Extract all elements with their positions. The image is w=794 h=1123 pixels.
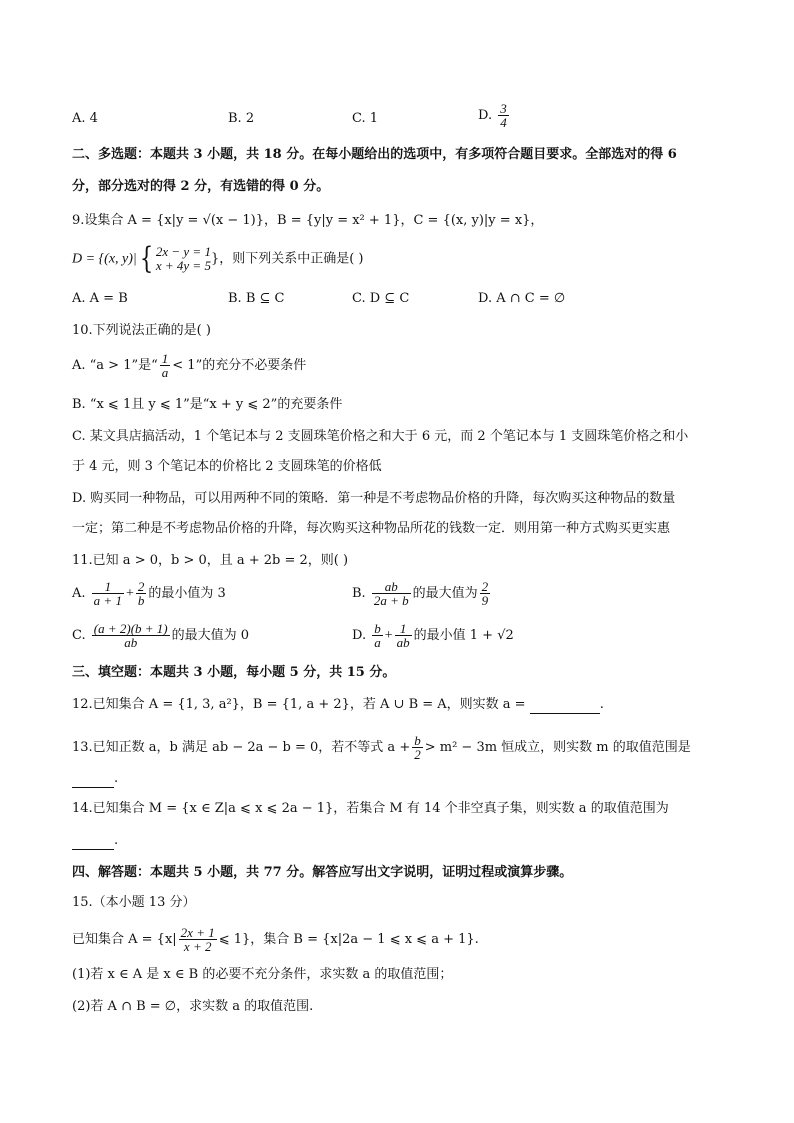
q9-option-c: C. D ⊆ C — [352, 291, 410, 306]
q11-option-a: A. $\frac{1}{a + 1}$ + $\frac{2}{b}$ 的最小值为 3 — [72, 579, 226, 608]
q11-option-d-fraction1: $\frac{b}{a}$ — [374, 621, 381, 650]
q8-option-d-fraction: $\frac{3}{4}$ — [500, 101, 507, 130]
q12-answer-blank — [530, 699, 600, 714]
q11-option-a-fraction1: $\frac{1}{a + 1}$ — [93, 579, 122, 608]
q11-option-b: B. $\frac{ab}{2a + b}$ 的最大值为 $\frac{2}{9}$ — [352, 579, 489, 608]
q10-option-b: B. “x ⩽ 1且 y ⩽ 1”是“x + y ⩽ 2”的充要条件 — [72, 397, 343, 412]
q15-fraction: $\frac{2x + 1}{x + 2}$ — [180, 925, 215, 954]
q10-option-a-fraction: $\frac{1}{a}$ — [161, 351, 169, 380]
q8-option-a: A. 4 — [72, 111, 98, 126]
q11-option-b-value: $\frac{2}{9}$ — [481, 579, 489, 608]
q11-stem: 11.已知 a > 0，b > 0，且 a + 2b = 2，则( ) — [72, 553, 349, 568]
q8-option-b: B. 2 — [228, 111, 255, 126]
q11-option-c: C. $\frac{(a + 2)(b + 1)}{ab}$ 的最大值为 0 — [72, 621, 250, 650]
section2-heading-cont: 分，部分选对的得 2 分，有选错的得 0 分。 — [72, 179, 330, 194]
section2-heading: 二、多选题：本题共 3 小题，共 18 分。在每小题给出的选项中，有多项符合题目要求。全部选对的得 6 — [72, 147, 677, 162]
q14-answer-line: . — [72, 832, 118, 850]
q11-option-d: D. $\frac{b}{a}$ + $\frac{1}{ab}$ 的最小值 1 + √2 — [352, 621, 514, 650]
q9-option-d: D. A ∩ C = ∅ — [478, 291, 566, 306]
q13-stem: 13.已知正数 a，b 满足 ab − 2a − b = 0，若不等式 a + $\frac{b}{2}$ > m² − 3m 恒成立，则实数 m 的取值范围是 — [72, 733, 691, 762]
q14-answer-blank — [72, 835, 114, 850]
q9-option-b: B. B ⊆ C — [228, 291, 285, 306]
q9-option-a: A. A = B — [72, 291, 128, 306]
section3-heading: 三、填空题：本题共 3 小题，每小题 5 分，共 15 分。 — [72, 665, 396, 680]
q11-option-d-fraction2: $\frac{1}{ab}$ — [396, 621, 410, 650]
q15-part1: (1)若 x ∈ A 是 x ∈ B 的必要不充分条件，求实数 a 的取值范围； — [72, 967, 453, 982]
q10-option-d-line2: 一定；第二种是不考虑物品价格的升降，每次购买这种物品所花的钱数一定．则用第一种方式购买更实惠 — [72, 521, 671, 536]
q9-equation-system: { 2x − y = 1 x + 4y = 5 — [139, 241, 211, 276]
q14-stem: 14.已知集合 M = {x ∈ Z|a ⩽ x ⩽ 2a − 1}，若集合 M 有 14 个非空真子集，则实数 a 的取值范围为 — [72, 801, 669, 816]
q10-option-d-line1: D. 购买同一种物品，可以用两种不同的策略．第一种是不考虑物品价格的升降，每次购买这种物品的数量 — [72, 491, 676, 506]
q11-option-b-fraction: $\frac{ab}{2a + b}$ — [373, 579, 409, 608]
q9-stem-line1: 9.设集合 A = {x|y = √(x − 1)}，B = {y|y = x² + 1}，C = {(x, y)|y = x}， — [72, 213, 544, 228]
q12-stem: 12.已知集合 A = {1, 3, a²}，B = {1, a + 2}，若 A ∪ B = A，则实数 a = . — [72, 697, 604, 712]
q9-stem-line2: D = {(x, y)|{ 2x − y = 1 x + 4y = 5 }，则下列关系中正确是( ) — [72, 241, 364, 276]
q8-option-d: D. $\frac{3}{4}$ — [478, 101, 507, 130]
q10-option-a: A. “a > 1”是“ $\frac{1}{a}$ < 1”的充分不必要条件 — [72, 351, 307, 380]
q11-option-c-fraction: $\frac{(a + 2)(b + 1)}{ab}$ — [93, 621, 168, 650]
q10-stem: 10.下列说法正确的是( ) — [72, 323, 211, 338]
q13-answer-blank — [72, 773, 114, 788]
q10-option-c-line1: C. 某文具店搞活动，1 个笔记本与 2 支圆珠笔价格之和大于 6 元，而 2 个笔记本与 1 支圆珠笔价格之和小 — [72, 429, 689, 444]
q15-stem: 已知集合 A = {x| $\frac{2x + 1}{x + 2}$ ⩽ 1}，集合 B = {x|2a − 1 ⩽ x ⩽ a + 1}. — [72, 925, 479, 954]
q11-option-a-fraction2: $\frac{2}{b}$ — [137, 579, 145, 608]
q15-part2: (2)若 A ∩ B = ∅，求实数 a 的取值范围. — [72, 999, 314, 1014]
section4-heading: 四、解答题：本题共 5 小题，共 77 分。解答应写出文字说明，证明过程或演算步骤。 — [72, 865, 573, 880]
q10-option-c-line2: 于 4 元，则 3 个笔记本的价格比 2 支圆珠笔的价格低 — [72, 459, 382, 474]
q8-option-c: C. 1 — [352, 111, 379, 126]
q13-fraction: $\frac{b}{2}$ — [414, 733, 421, 762]
q13-answer-line: . — [72, 770, 118, 788]
q15-title: 15.（本小题 13 分） — [72, 895, 196, 910]
